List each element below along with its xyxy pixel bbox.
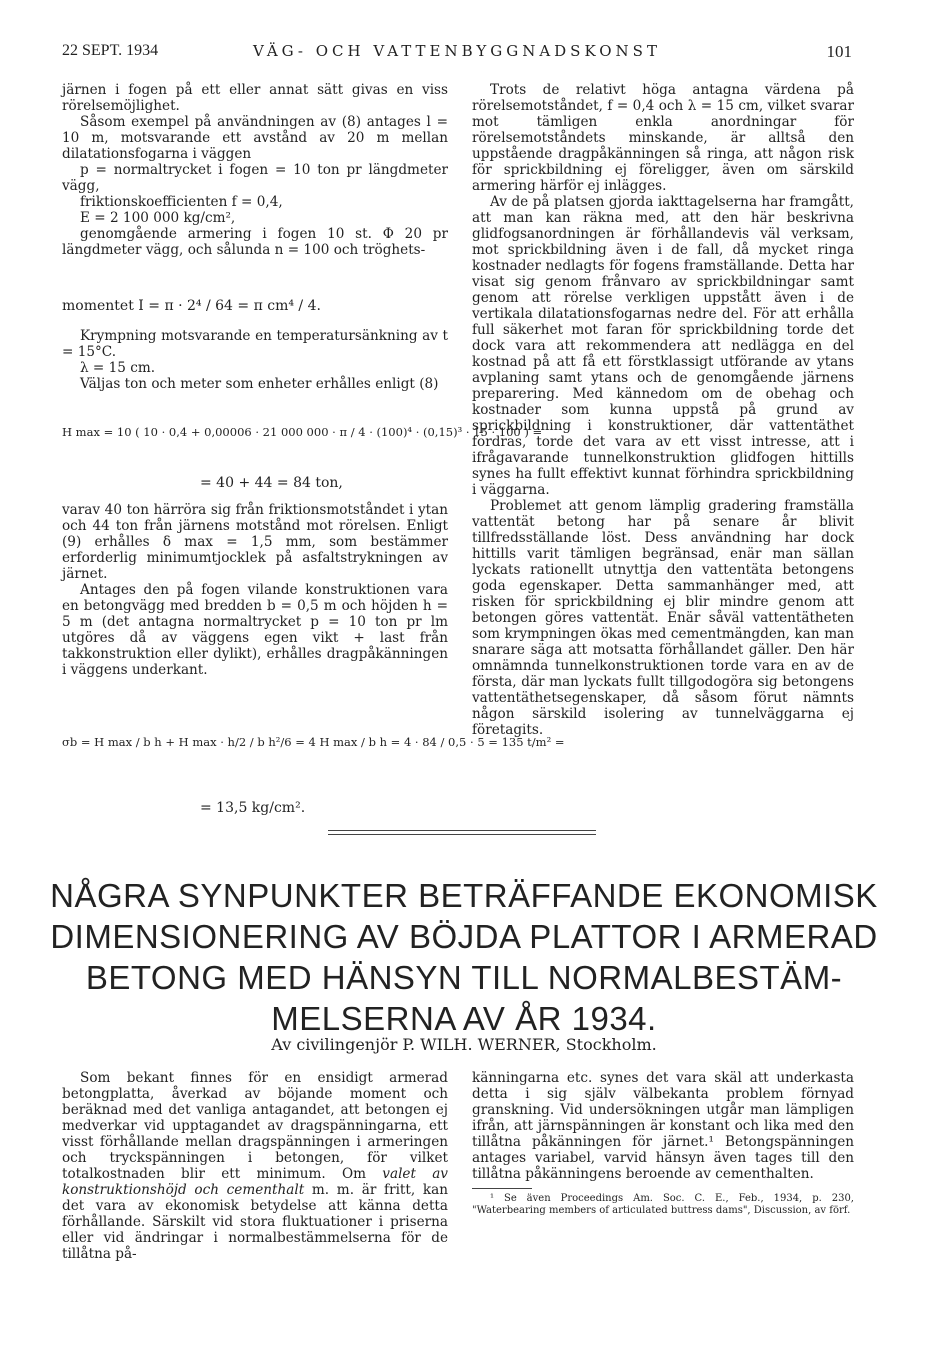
left-column-upper (62, 82, 448, 258)
paragraph: Av de på platsen gjorda iakttagelserna har framgått, att man kan räkna med, att den här beskrivna glidfogsanordningen är förhållandevis väl verksam, mot sprickbildning även i de fall, då mycket ringa kostnader nedlagts för fogens framställande. Detta har visat sig genom frånvaro av sprickbildningar samt genom att rörelse verkligen uppstått även i de vertikala dilatationsfogarnas nedre del. För att erhålla full säkerhet mot faran för sprickbildning torde det dock vara att rekommendera att nedlägga en del kostnad på att få ett förstklassigt utförande av ytans avplaning samt ytans och de genomgående järnens preparering. Med kännedom om de obehag och kostnader som kunna uppstå på grund av sprickbildning i konstruktioner, där vattentäthet fordras, torde det vara av ett visst intresse, att i ifrågavarande tunnelkonstruktion glidfogen hittills synes ha fullt effektivt kunnat förhindra sprickbildning i väggarna. (472, 194, 854, 498)
article-byline: Av civilingenjör P. WILH. WERNER, Stockholm. (271, 1035, 657, 1054)
paragraph: varav 40 ton härröra sig från friktionsmotståndet i ytan och 44 ton från järnens motstånd mot rörelsen. Enligt (9) erhålles δ max = 1,5 mm, som bestämmer erforderlig minimumtjocklek på asfaltstrykningen av järnet. (62, 502, 448, 582)
article-right-column (472, 1070, 854, 1217)
paragraph: Problemet att genom lämplig gradering framställa vattentät betong har på senare år blivit tillfredsställande löst. Dess användning har dock hittills varit tämligen begränsad, enär man sällan lyckats rationellt utnyttja den vattentäta betongens goda egenskaper. Detta sammanhänger med, att risken för sprickbildning ej blir mindre genom att betongen göres vattentät. Enär såväl vattentätheten som krympningen ökas med cementmängden, kan man snarare säga att motsatta förhållandet gäller. Den här omnämnda tunnelkonstruktionen torde vara en av de första, där man lyckats fullt tillgodogöra sig betongens vattentäthetsegenskaper, då såsom förut nämnts någon särskild isolering av tunnelväggarna ej företagits. (472, 498, 854, 738)
paragraph: E = 2 100 000 kg/cm², (80, 210, 236, 226)
issue-date: 22 SEPT. 1934 (62, 42, 159, 59)
paragraph: järnen i fogen på ett eller annat sätt givas en viss rörelsemöjlighet. (62, 82, 448, 114)
inertia-formula (62, 298, 321, 314)
paragraph: Såsom exempel på användningen av (8) antages l = 10 m, motsvarande ett avstånd av 20 m mellan dilatationsfogarna i väggen (62, 114, 448, 162)
italic-phrase: valet av konstruktionshöjd och cementhalt (62, 1166, 448, 1198)
formula-label: momentet I = (62, 298, 160, 314)
page-number: 101 (826, 42, 852, 61)
paragraph: känningarna etc. synes det vara skäl att underkasta detta i sig själv välbekanta problem förnyad granskning. Vid undersökningen utgår man lämpligen ifrån, att järnspänningen är konstant och lika med den tillåtna påkänningen för järnet.¹ Betongspänningen antages variabel, varvid hänsyn även tages till den tillåtna påkänningens beroende av cementhalten. (472, 1070, 854, 1182)
page-header (62, 42, 852, 64)
formula-body: π · 2⁴ / 64 = π cm⁴ / 4. (164, 298, 321, 314)
right-column-upper (472, 82, 854, 738)
paragraph: Krympning motsvarande en temperatursänkning av t = 15°C. (62, 328, 448, 360)
paragraph: genomgående armering i fogen 10 st. Φ 20 pr längdmeter vägg, och sålunda n = 100 och tröghets- (62, 226, 448, 258)
separator-rule (328, 830, 596, 831)
text-run: Som bekant finnes för en ensidigt armerad betongplatta, åverkad av böjande moment och beräknad med det vanliga antagandet, att betongen ej medverkar vid upptagandet av dragspänningarna, ett visst förhållande mellan dragspänningen i armeringen och tryckspänningen i betongen, för vilket totalkostnaden blir ett minimum. Om (62, 1070, 448, 1182)
hmax-result: = 40 + 44 = 84 ton, (200, 475, 343, 491)
paragraph: p = normaltrycket i fogen = 10 ton pr längdmeter vägg, (62, 162, 448, 194)
article-left-column (62, 1070, 448, 1262)
paragraph (62, 1070, 448, 1262)
paragraph: Antages den på fogen vilande konstruktionen vara en betongvägg med bredden b = 0,5 m och höjden h = 5 m (det antagna normaltrycket p = 10 ton pr lm utgöres då av väggens egen vikt + last från takkonstruktion eller dylikt), erhålles dragpåkänningen i väggens underkant. (62, 582, 448, 678)
paragraph: Trots de relativt höga antagna värdena på rörelsemotståndet, f = 0,4 och λ = 15 cm, vilket svarar mot tämligen enkla anordningar för rörelsemotståndets minskande, är alltså den uppstående dragpåkänningen så ringa, att någon risk för sprickbildning ej föreligger, även om särskild armering härför ej inlägges. (472, 82, 854, 194)
hmax-formula: H max = 10 ( 10 · 0,4 + 0,00006 · 21 000 000 · π / 4 · (100)⁴ · (0,15)³ · 15 · 100 ) = (62, 425, 543, 439)
stress-result: = 13,5 kg/cm². (200, 800, 306, 816)
left-column-lower (62, 502, 448, 678)
paragraph: Väljas ton och meter som enheter erhålles enligt (8) (80, 376, 439, 392)
paragraph: λ = 15 cm. (80, 360, 156, 376)
article-title: NÅGRA SYNPUNKTER BETRÄFFANDE EKONOMISK DIMENSIONERING AV BÖJDA PLATTOR I ARMERAD BETONG MED HÄNSYN TILL NORMALBESTÄM-MELSERNA AV ÅR 1934. (50, 877, 878, 1037)
footnote-rule (472, 1188, 532, 1189)
paragraph: friktionskoefficienten f = 0,4, (80, 194, 283, 210)
text-run: m. m. är fritt, kan det vara av ekonomisk betydelse att känna detta förhållande. Särskilt vid stora fluktuationer i priserna eller vid ändringar i normalbestämmelserna för de tillåtna på- (62, 1182, 448, 1262)
separator-rule (328, 834, 596, 835)
stress-formula: σb = H max / b h + H max · h/2 / b h²/6 = 4 H max / b h = 4 · 84 / 0,5 · 5 = 135 t/m² = (62, 735, 565, 749)
footnote: ¹ Se även Proceedings Am. Soc. C. E., Feb., 1934, p. 230, "Waterbearing members of articulated buttress dams", Discussion, av förf. (472, 1193, 854, 1216)
journal-title: VÄG- OCH VATTENBYGGNADSKONST (253, 42, 661, 60)
left-column-middle (62, 328, 448, 392)
